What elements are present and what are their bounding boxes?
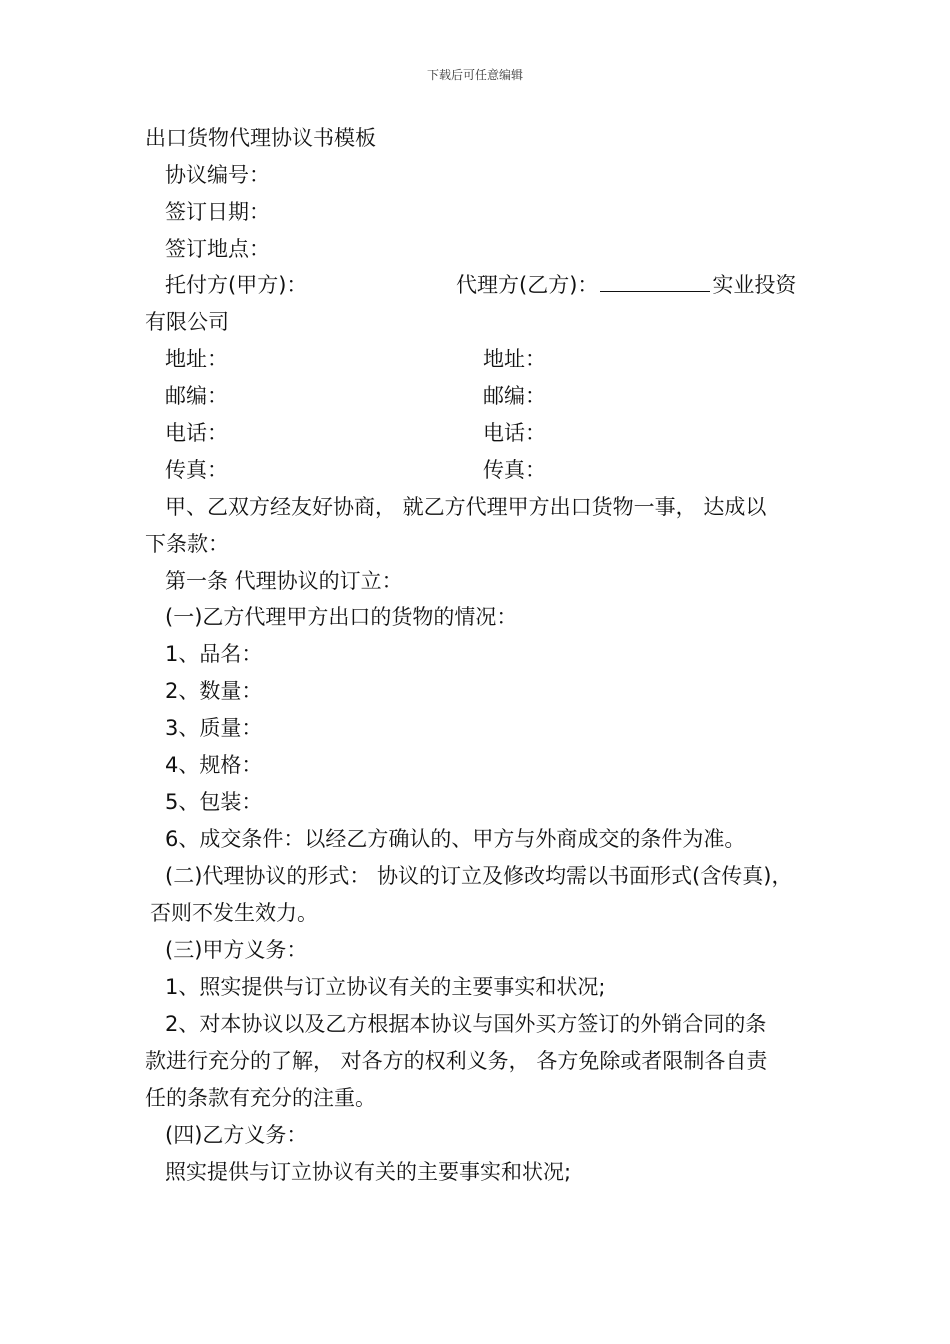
party-b-fax: 传真： — [483, 458, 546, 482]
sign-place-label: 签订地点： — [165, 237, 270, 261]
party-b-blank — [600, 290, 710, 292]
goods-item-packing: 5、包装： — [165, 790, 263, 814]
section-4-item-1: 照实提供与订立协议有关的主要事实和状况; — [165, 1160, 572, 1184]
goods-item-spec: 4、规格： — [165, 753, 263, 777]
document-title: 出口货物代理协议书模板 — [145, 126, 376, 150]
party-b-line — [456, 275, 796, 296]
article-1-heading: 第一条 代理协议的订立： — [165, 569, 403, 593]
section-2-line-2: 否则不发生效力。 — [150, 901, 318, 925]
intro-line-1: 甲、乙双方经友好协商， 就乙方代理甲方出口货物一事， 达成以 — [165, 495, 767, 519]
section-4-heading: (四)乙方义务： — [165, 1123, 308, 1147]
section-3-heading: (三)甲方义务： — [165, 938, 308, 962]
section-3-item-1: 1、照实提供与订立协议有关的主要事实和状况; — [165, 975, 606, 999]
section-1-heading: (一)乙方代理甲方出口的货物的情况： — [165, 605, 518, 629]
party-a-phone: 电话： — [165, 421, 228, 445]
party-b-address: 地址： — [483, 347, 546, 371]
party-b-label: 代理方(乙方)： — [456, 273, 599, 297]
agreement-number-label: 协议编号： — [165, 163, 270, 187]
goods-item-quality: 3、质量： — [165, 716, 263, 740]
party-b-continuation: 有限公司 — [145, 310, 229, 334]
party-a-fax: 传真： — [165, 458, 228, 482]
intro-line-2: 下条款： — [145, 532, 229, 556]
party-b-phone: 电话： — [483, 421, 546, 445]
goods-item-name: 1、品名： — [165, 642, 263, 666]
party-b-postcode: 邮编： — [483, 384, 546, 408]
party-a-label: 托付方(甲方)： — [165, 273, 308, 297]
section-2-line-1: (二)代理协议的形式： 协议的订立及修改均需以书面形式(含传真)， — [165, 864, 793, 888]
section-3-item-2-line-3: 任的条款有充分的注重。 — [145, 1086, 376, 1110]
page-header: 下载后可任意编辑 — [426, 68, 523, 82]
goods-item-terms: 6、成交条件：以经乙方确认的、甲方与外商成交的条件为准。 — [165, 827, 746, 851]
goods-item-quantity: 2、数量： — [165, 679, 263, 703]
party-a-postcode: 邮编： — [165, 384, 228, 408]
party-a-address: 地址： — [165, 347, 228, 371]
section-3-item-2-line-1: 2、对本协议以及乙方根据本协议与国外买方签订的外销合同的条 — [165, 1012, 767, 1036]
section-3-item-2-line-2: 款进行充分的了解， 对各方的权利义务， 各方免除或者限制各自责 — [145, 1049, 768, 1073]
sign-date-label: 签订日期： — [165, 200, 270, 224]
party-b-suffix: 实业投资 — [712, 273, 797, 297]
